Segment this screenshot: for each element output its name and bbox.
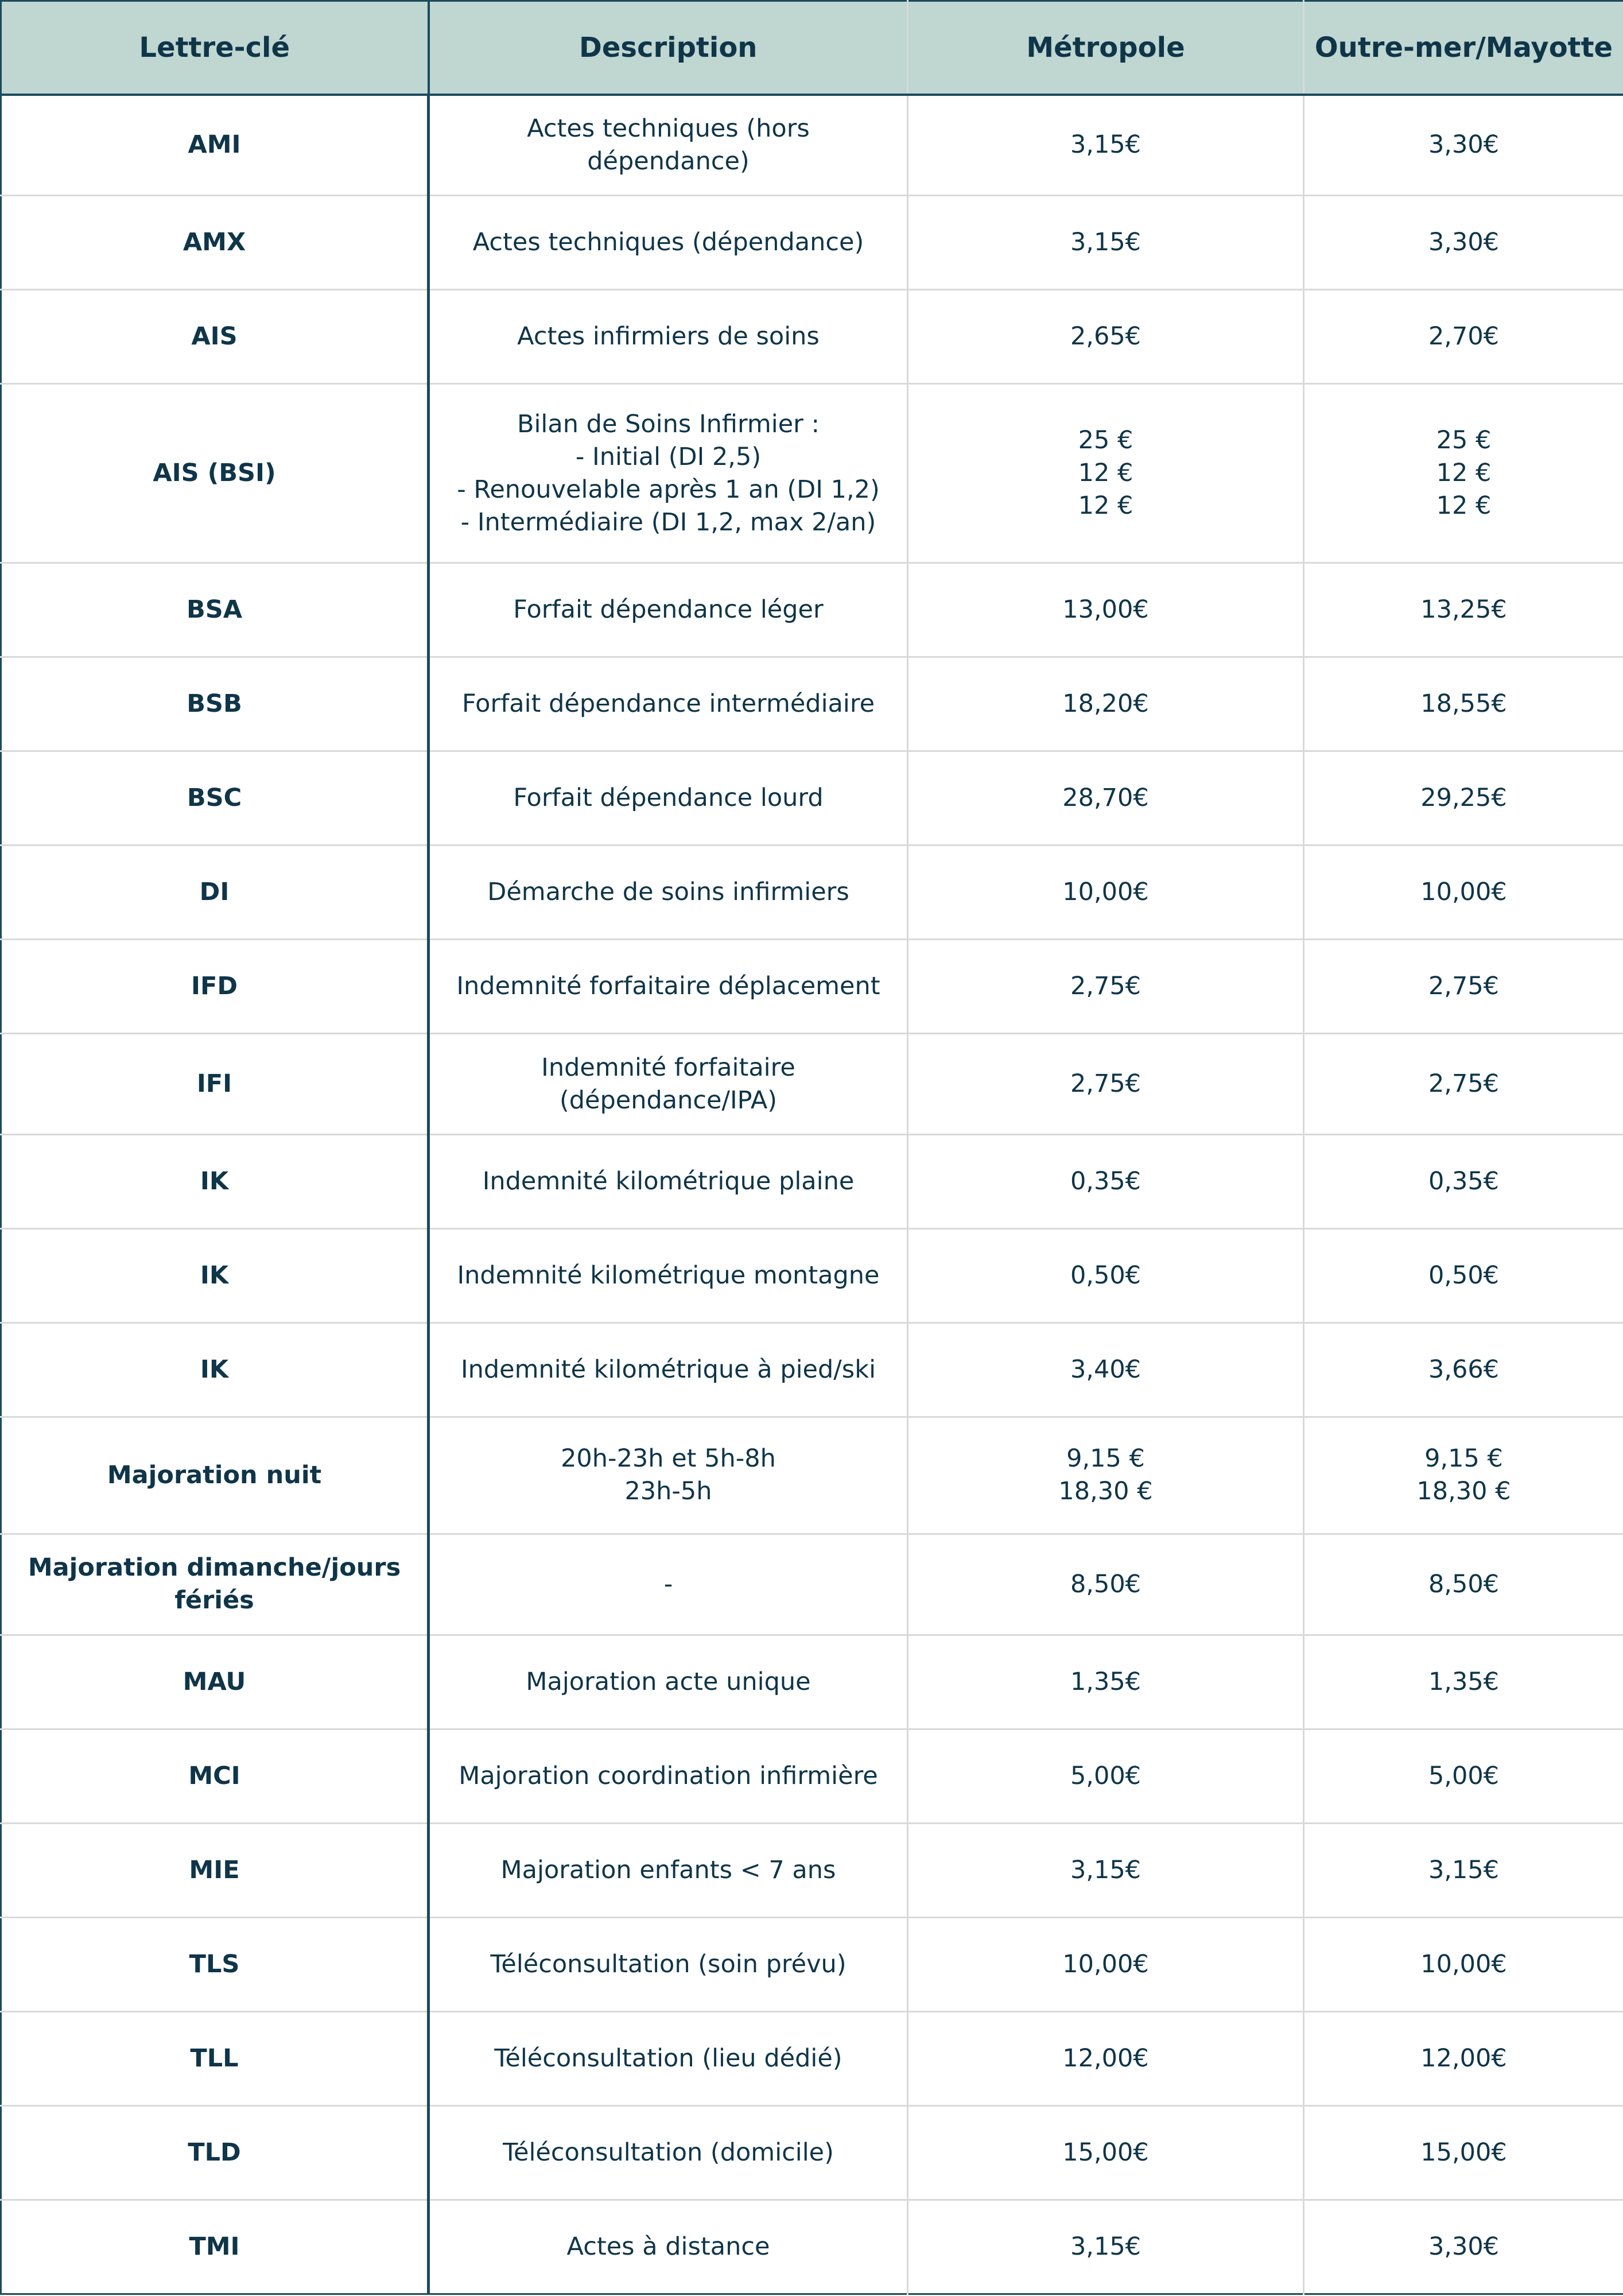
cell-key: IK [1, 1229, 429, 1323]
cell-description [429, 751, 908, 846]
cell-outremer-line: 12,00€ [1420, 2043, 1507, 2073]
cell-description-line: Forfait dépendance lourd [513, 784, 824, 813]
cell-description [429, 2200, 908, 2294]
cell-description [429, 290, 908, 384]
cell-description-line: Majoration acte unique [526, 1667, 811, 1696]
cell-description-line: Indemnité forfaitaire déplacement [456, 972, 880, 1001]
cell-description-line: Indemnité kilométrique plaine [482, 1167, 855, 1196]
cell-metropole-line: 3,40€ [1070, 1355, 1141, 1384]
cell-key: Majoration dimanche/jours fériés [1, 1534, 429, 1635]
table-row [1, 1917, 1623, 2011]
header-outremer: Outre-mer/Mayotte [1304, 1, 1623, 95]
cell-metropole [908, 2011, 1304, 2105]
table-row [1, 1823, 1623, 1917]
cell-outremer-line: 3,30€ [1428, 228, 1500, 257]
cell-description [429, 657, 908, 751]
cell-description-line: - Initial (DI 2,5) [575, 442, 762, 471]
cell-metropole-line: 3,15€ [1070, 2232, 1141, 2261]
cell-key: IK [1, 1323, 429, 1417]
cell-key: AIS [1, 290, 429, 384]
cell-description [429, 1417, 908, 1534]
cell-outremer-line: 3,30€ [1428, 2232, 1500, 2261]
cell-metropole [908, 657, 1304, 751]
cell-key: TLD [1, 2105, 429, 2200]
cell-description [429, 1323, 908, 1417]
cell-outremer-line: 2,75€ [1428, 1069, 1500, 1099]
cell-metropole-line: 12 € [1078, 459, 1133, 488]
cell-description [429, 1823, 908, 1917]
cell-description [429, 95, 908, 196]
cell-metropole [908, 1229, 1304, 1323]
cell-metropole [908, 2105, 1304, 2200]
header-metropole: Métropole [908, 1, 1304, 95]
cell-description [429, 940, 908, 1034]
cell-outremer [1304, 2200, 1623, 2294]
cell-description-line: dépendance) [587, 146, 750, 176]
cell-metropole-line: 3,15€ [1070, 228, 1141, 257]
cell-metropole [908, 846, 1304, 940]
cell-outremer-line: 25 € [1436, 426, 1492, 455]
cell-outremer-line: 12 € [1436, 491, 1492, 521]
table-row [1, 1729, 1623, 1823]
cell-description-line: Bilan de Soins Infirmier : [517, 409, 820, 439]
cell-metropole [908, 1635, 1304, 1729]
cell-outremer-line: 18,55€ [1420, 689, 1507, 719]
cell-metropole-line: 12 € [1078, 491, 1133, 521]
table-row [1, 1135, 1623, 1229]
cell-description [429, 2105, 908, 2200]
cell-description-line: 20h-23h et 5h-8h [561, 1444, 776, 1473]
cell-description [429, 1729, 908, 1823]
cell-metropole [908, 1323, 1304, 1417]
cell-outremer-line: 12 € [1436, 459, 1492, 488]
table-row [1, 1323, 1623, 1417]
cell-outremer [1304, 2105, 1623, 2200]
cell-metropole-line: 8,50€ [1070, 1569, 1141, 1599]
cell-outremer [1304, 1823, 1623, 1917]
cell-description-line: - [663, 1569, 673, 1599]
cell-metropole-line: 13,00€ [1062, 595, 1149, 625]
cell-outremer [1304, 1229, 1623, 1323]
cell-description [429, 1229, 908, 1323]
cell-metropole-line: 10,00€ [1062, 878, 1149, 907]
cell-outremer-line: 2,70€ [1428, 322, 1500, 351]
cell-metropole-line: 15,00€ [1062, 2138, 1149, 2167]
header-key: Lettre-clé [1, 1, 429, 95]
cell-outremer-line: 3,66€ [1428, 1355, 1500, 1384]
cell-outremer [1304, 95, 1623, 196]
header-row [1, 1, 1623, 95]
cell-description-line: Actes techniques (hors [527, 114, 810, 143]
table-body [1, 95, 1623, 2294]
table-row [1, 290, 1623, 384]
cell-key: MIE [1, 1823, 429, 1917]
cell-metropole [908, 290, 1304, 384]
cell-outremer [1304, 751, 1623, 846]
cell-description-line: Téléconsultation (domicile) [503, 2138, 834, 2167]
cell-metropole [908, 751, 1304, 846]
cell-metropole-line: 2,75€ [1070, 972, 1141, 1001]
table-row [1, 2011, 1623, 2105]
cell-key: BSA [1, 563, 429, 657]
cell-key: MAU [1, 1635, 429, 1729]
cell-metropole [908, 1729, 1304, 1823]
cell-outremer-line: 3,15€ [1428, 1855, 1500, 1884]
cell-metropole [908, 1034, 1304, 1135]
cell-metropole-line: 25 € [1078, 426, 1133, 455]
table-row [1, 95, 1623, 196]
table-row [1, 940, 1623, 1034]
cell-key: IFI [1, 1034, 429, 1135]
table-row [1, 1034, 1623, 1135]
cell-outremer [1304, 1635, 1623, 1729]
cell-description [429, 1034, 908, 1135]
cell-metropole-line: 28,70€ [1062, 784, 1149, 813]
cell-description [429, 384, 908, 563]
cell-key: AMX [1, 196, 429, 290]
cell-description-line: Indemnité kilométrique montagne [457, 1261, 880, 1290]
cell-outremer [1304, 940, 1623, 1034]
table-row [1, 196, 1623, 290]
cell-outremer-line: 10,00€ [1420, 878, 1507, 907]
cell-description-line: Actes techniques (dépendance) [472, 228, 864, 257]
cell-outremer [1304, 846, 1623, 940]
cell-metropole [908, 95, 1304, 196]
cell-metropole-line: 12,00€ [1062, 2043, 1149, 2073]
cell-metropole [908, 1417, 1304, 1534]
cell-metropole [908, 1534, 1304, 1635]
cell-description-line: (dépendance/IPA) [559, 1085, 778, 1115]
cell-description-line: Forfait dépendance léger [513, 595, 824, 625]
cell-key: TMI [1, 2200, 429, 2294]
cell-metropole [908, 1823, 1304, 1917]
table-row [1, 751, 1623, 846]
cell-description-line: Indemnité kilométrique à pied/ski [460, 1355, 876, 1384]
cell-outremer [1304, 2011, 1623, 2105]
table-row [1, 1635, 1623, 1729]
cell-key: IK [1, 1135, 429, 1229]
cell-metropole-line: 3,15€ [1070, 1855, 1141, 1884]
cell-key: TLL [1, 2011, 429, 2105]
table-row [1, 2200, 1623, 2294]
cell-metropole [908, 1917, 1304, 2011]
cell-key: BSC [1, 751, 429, 846]
cell-outremer-line: 5,00€ [1428, 1761, 1500, 1790]
cell-metropole-line: 18,20€ [1062, 689, 1149, 719]
cell-description-line: Téléconsultation (lieu dédié) [494, 2043, 842, 2073]
cell-description-line: Majoration coordination infirmière [459, 1761, 878, 1790]
cell-key: IFD [1, 940, 429, 1034]
cell-outremer [1304, 657, 1623, 751]
cell-key: TLS [1, 1917, 429, 2011]
cell-outremer [1304, 290, 1623, 384]
cell-outremer [1304, 196, 1623, 290]
cell-metropole [908, 940, 1304, 1034]
cell-description [429, 196, 908, 290]
table-row [1, 1417, 1623, 1534]
cell-metropole [908, 2200, 1304, 2294]
table-row [1, 657, 1623, 751]
cell-metropole-line: 1,35€ [1070, 1667, 1141, 1696]
cell-description-line: - Renouvelable après 1 an (DI 1,2) [457, 475, 880, 504]
table-row [1, 1229, 1623, 1323]
cell-outremer [1304, 1534, 1623, 1635]
cell-key: MCI [1, 1729, 429, 1823]
cell-description [429, 1135, 908, 1229]
cell-metropole-line: 5,00€ [1070, 1761, 1141, 1790]
cell-outremer-line: 9,15 € [1424, 1444, 1503, 1473]
table-row [1, 1534, 1623, 1635]
cell-metropole-line: 0,50€ [1070, 1261, 1141, 1290]
cell-description [429, 846, 908, 940]
cell-outremer [1304, 1323, 1623, 1417]
cell-metropole [908, 196, 1304, 290]
cell-description-line: 23h-5h [624, 1477, 712, 1506]
cell-description-line: Démarche de soins infirmiers [487, 878, 849, 907]
cell-key: AMI [188, 130, 241, 160]
table-row [1, 846, 1623, 940]
cell-key: BSB [1, 657, 429, 751]
cell-outremer-line: 1,35€ [1428, 1667, 1500, 1696]
cell-description-line: Actes infirmiers de soins [517, 322, 820, 351]
cell-outremer [1304, 384, 1623, 563]
cell-description-line: Actes à distance [566, 2232, 770, 2261]
cell-description [429, 563, 908, 657]
cell-metropole-line: 3,15€ [1070, 130, 1141, 160]
cell-key: Majoration nuit [1, 1417, 429, 1534]
cell-outremer [1304, 1417, 1623, 1534]
cell-metropole-line: 9,15 € [1066, 1444, 1145, 1473]
cell-outremer [1304, 1729, 1623, 1823]
cell-outremer [1304, 1917, 1623, 2011]
cell-metropole-line: 10,00€ [1062, 1949, 1149, 1979]
cell-metropole-line: 2,75€ [1070, 1069, 1141, 1099]
cell-metropole [908, 563, 1304, 657]
cell-metropole-line: 18,30 € [1058, 1477, 1153, 1506]
cell-outremer-line: 13,25€ [1420, 595, 1507, 625]
cell-outremer [1304, 563, 1623, 657]
cell-outremer-line: 18,30 € [1416, 1477, 1511, 1506]
cell-description [429, 1534, 908, 1635]
cell-metropole [908, 1135, 1304, 1229]
cell-outremer-line: 8,50€ [1428, 1569, 1500, 1599]
cell-outremer-line: 0,50€ [1428, 1261, 1500, 1290]
cell-outremer-line: 10,00€ [1420, 1949, 1507, 1979]
cell-outremer [1304, 1135, 1623, 1229]
cell-metropole-line: 0,35€ [1070, 1167, 1141, 1196]
header-description: Description [429, 1, 908, 95]
cell-outremer-line: 2,75€ [1428, 972, 1500, 1001]
cell-outremer [1304, 1034, 1623, 1135]
cell-description-line: Majoration enfants < 7 ans [500, 1855, 836, 1884]
cell-description-line: Forfait dépendance intermédiaire [461, 689, 875, 719]
cell-metropole [908, 384, 1304, 563]
cell-description [429, 2011, 908, 2105]
cell-description-line: - Intermédiaire (DI 1,2, max 2/an) [460, 507, 876, 537]
table-row [1, 563, 1623, 657]
table-header [1, 1, 1623, 95]
cell-description-line: Téléconsultation (soin prévu) [490, 1949, 847, 1979]
cell-key: DI [1, 846, 429, 940]
cell-description [429, 1917, 908, 2011]
cell-outremer-line: 3,30€ [1428, 130, 1500, 160]
cell-description-line: Indemnité forfaitaire [541, 1053, 795, 1082]
cell-key: AIS (BSI) [1, 384, 429, 563]
cell-outremer-line: 29,25€ [1420, 784, 1507, 813]
table-row [1, 2105, 1623, 2200]
cell-outremer-line: 15,00€ [1420, 2138, 1507, 2167]
table-row [1, 384, 1623, 563]
cell-metropole-line: 2,65€ [1070, 322, 1141, 351]
cell-outremer-line: 0,35€ [1428, 1167, 1500, 1196]
cell-description [429, 1635, 908, 1729]
